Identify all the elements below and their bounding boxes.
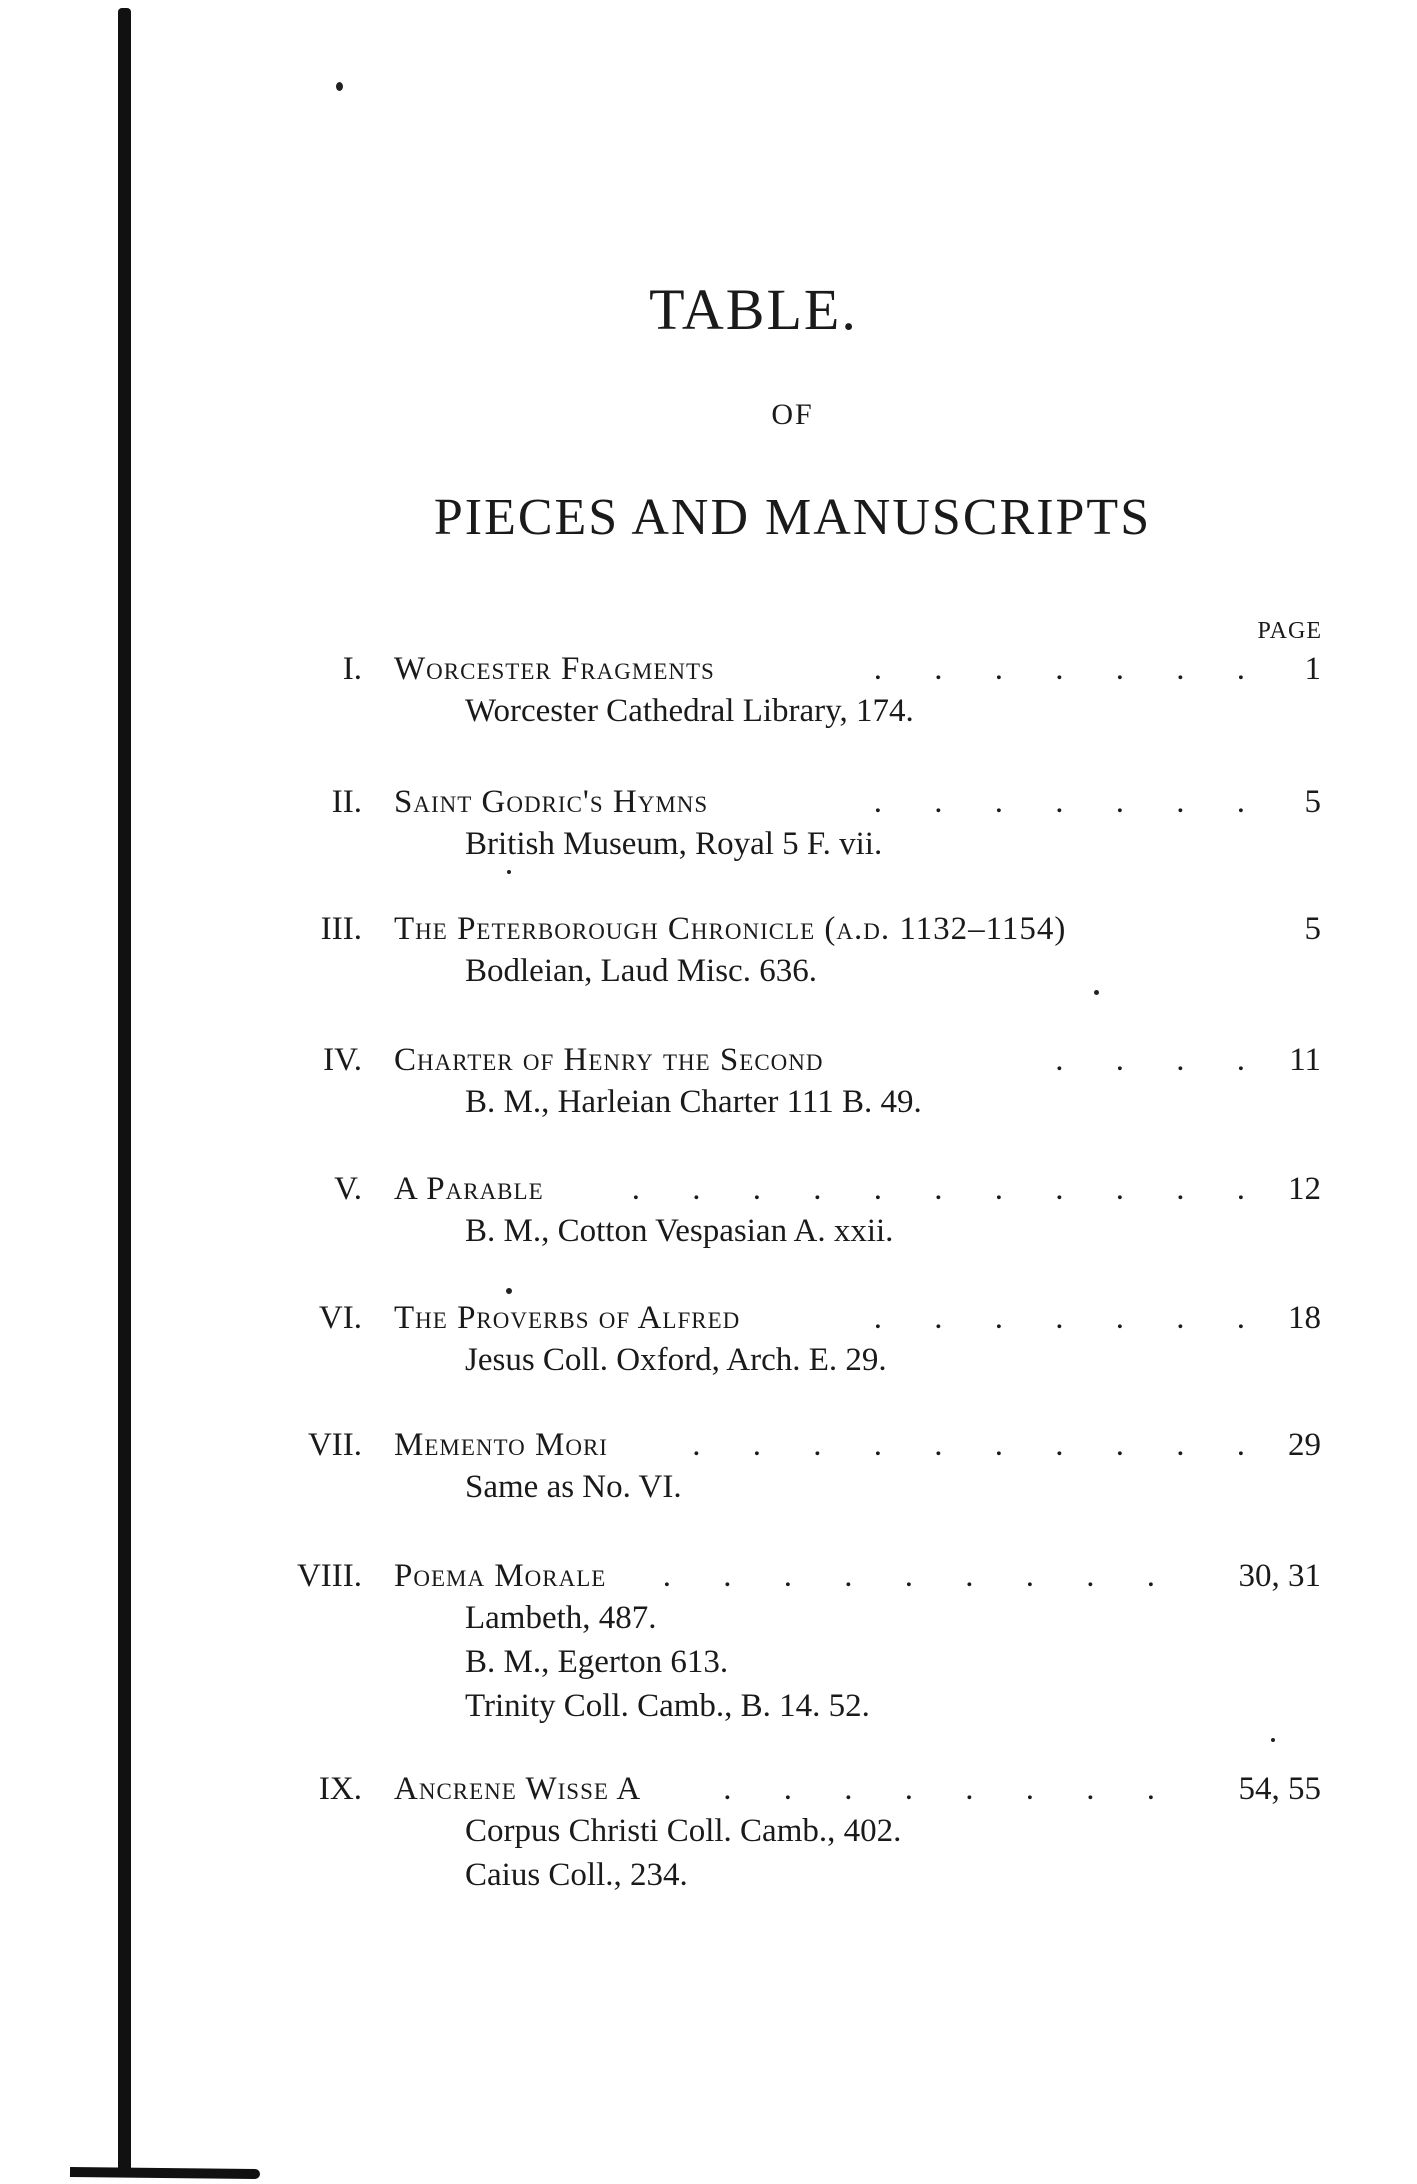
entry-source: B. M., Cotton Vespasian A. xxii. [465, 1213, 894, 1249]
entry-heading: Saint Godric's Hymns [394, 784, 709, 820]
entry-numeral: IX. [318, 1771, 362, 1807]
entry-source: Caius Coll., 234. [465, 1857, 688, 1893]
entry-heading: Charter of Henry the Second [394, 1042, 824, 1078]
leader-dots: . . . . . . . . . . . [631, 1171, 1267, 1207]
entry-page: 1 [1304, 651, 1321, 687]
ink-speck [1094, 990, 1099, 995]
entry-numeral: VI. [318, 1300, 362, 1336]
entry-heading: Memento Mori [394, 1427, 608, 1463]
page-column-label: PAGE [1257, 618, 1322, 644]
entry-heading: Ancrene Wisse A [394, 1771, 642, 1807]
entry-numeral: I. [342, 651, 362, 687]
entry-page: 54, 55 [1238, 1771, 1321, 1807]
entry-source: Bodleian, Laud Misc. 636. [465, 953, 817, 989]
entry-source: Corpus Christi Coll. Camb., 402. [465, 1813, 902, 1849]
entry-heading: The Proverbs of Alfred [394, 1300, 741, 1336]
entry-page: 29 [1288, 1427, 1321, 1463]
entry-numeral: II. [331, 784, 362, 820]
entry-source: Same as No. VI. [465, 1469, 682, 1505]
leader-dots: . . . . [1055, 1042, 1267, 1078]
leader-dots: . . . . . . . . . . [692, 1427, 1267, 1463]
entry-page: 30, 31 [1238, 1558, 1321, 1594]
entry-page: 18 [1288, 1300, 1321, 1336]
entry-page: 12 [1288, 1171, 1321, 1207]
entry-source: B. M., Egerton 613. [465, 1644, 729, 1680]
ink-speck [507, 870, 511, 874]
entry-source: Lambeth, 487. [465, 1600, 657, 1636]
entry-source: B. M., Harleian Charter 111 B. 49. [465, 1084, 922, 1120]
entry-heading: The Peterborough Chronicle (a.d. 1132–1154) [394, 911, 1067, 947]
entry-heading: Worcester Fragments [394, 651, 715, 687]
entry-heading: A Parable [394, 1171, 544, 1207]
entry-numeral: III. [320, 911, 362, 947]
entry-page: 11 [1289, 1042, 1321, 1078]
page-subtitle: PIECES AND MANUSCRIPTS [433, 489, 1152, 546]
entry-numeral: VII. [307, 1427, 362, 1463]
page-title: TABLE. [649, 277, 858, 342]
entry-source: Jesus Coll. Oxford, Arch. E. 29. [465, 1342, 887, 1378]
leader-dots: . . . . . . . [873, 651, 1267, 687]
leader-dots: . . . . . . . . . [662, 1558, 1177, 1594]
leader-dots: . . . . . . . . [723, 1771, 1177, 1807]
entry-page: 5 [1304, 784, 1321, 820]
title-of: OF [771, 398, 814, 431]
leader-dots: . . . . . . . [873, 1300, 1267, 1336]
leader-dots: . . . . . . . [873, 784, 1267, 820]
entry-source: Worcester Cathedral Library, 174. [465, 693, 914, 729]
entry-source: Trinity Coll. Camb., B. 14. 52. [465, 1688, 870, 1724]
entry-numeral: V. [334, 1171, 362, 1207]
ink-speck [1271, 1738, 1275, 1742]
ink-speck [336, 82, 343, 91]
ink-speck [506, 1288, 512, 1294]
entry-numeral: VIII. [296, 1558, 362, 1594]
entry-numeral: IV. [323, 1042, 362, 1078]
entry-page: 5 [1304, 911, 1321, 947]
page-binding-foot [70, 2167, 260, 2179]
entry-heading: Poema Morale [394, 1558, 607, 1594]
entry-source: British Museum, Royal 5 F. vii. [465, 826, 883, 862]
